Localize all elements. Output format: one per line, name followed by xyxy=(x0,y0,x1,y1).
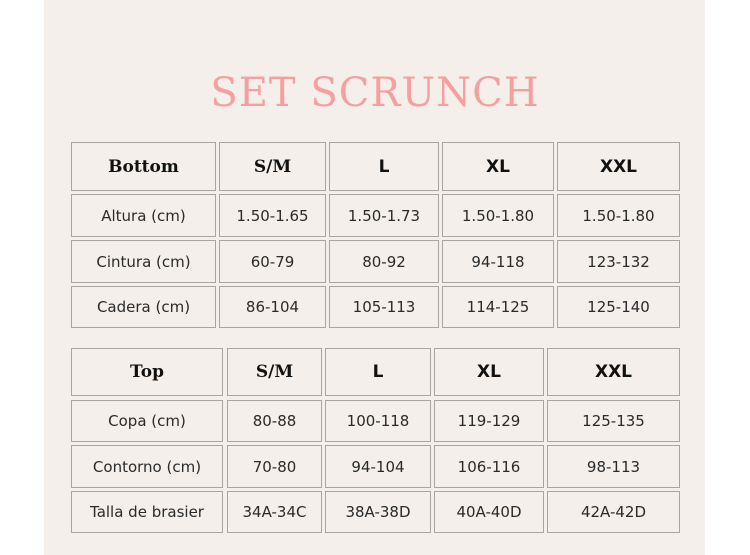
top-row-label: Contorno (cm) xyxy=(71,445,223,488)
bottom-row-value: 60-79 xyxy=(219,240,326,283)
top-row-value: 106-116 xyxy=(434,445,544,488)
bottom-row-value: 94-118 xyxy=(442,240,554,283)
bottom-header-label: Bottom xyxy=(71,142,216,191)
top-row-value: 40A-40D xyxy=(434,491,544,533)
bottom-row-value: 125-140 xyxy=(557,286,680,328)
top-row-label: Copa (cm) xyxy=(71,400,223,442)
bottom-header-size-l: L xyxy=(329,142,439,191)
top-row-value: 80-88 xyxy=(227,400,322,442)
bottom-row-value: 1.50-1.80 xyxy=(557,194,680,237)
top-row-value: 42A-42D xyxy=(547,491,680,533)
bottom-header-size-xl: XL xyxy=(442,142,554,191)
bottom-row-value: 80-92 xyxy=(329,240,439,283)
top-row-value: 125-135 xyxy=(547,400,680,442)
bottom-row-value: 1.50-1.73 xyxy=(329,194,439,237)
top-row-value: 98-113 xyxy=(547,445,680,488)
top-row-value: 70-80 xyxy=(227,445,322,488)
bottom-row-value: 1.50-1.65 xyxy=(219,194,326,237)
top-header-size-sm: S/M xyxy=(227,348,322,396)
bottom-row-value: 114-125 xyxy=(442,286,554,328)
bottom-row-value: 123-132 xyxy=(557,240,680,283)
bottom-header-size-sm: S/M xyxy=(219,142,326,191)
bottom-row-value: 105-113 xyxy=(329,286,439,328)
top-header-size-l: L xyxy=(325,348,431,396)
bottom-row-label: Cadera (cm) xyxy=(71,286,216,328)
bottom-row-label: Altura (cm) xyxy=(71,194,216,237)
top-header-size-xxl: XXL xyxy=(547,348,680,396)
top-row-value: 94-104 xyxy=(325,445,431,488)
top-row-label: Talla de brasier xyxy=(71,491,223,533)
top-header-label: Top xyxy=(71,348,223,396)
top-row-value: 119-129 xyxy=(434,400,544,442)
top-header-size-xl: XL xyxy=(434,348,544,396)
bottom-header-size-xxl: XXL xyxy=(557,142,680,191)
bottom-row-label: Cintura (cm) xyxy=(71,240,216,283)
top-row-value: 100-118 xyxy=(325,400,431,442)
top-row-value: 34A-34C xyxy=(227,491,322,533)
top-row-value: 38A-38D xyxy=(325,491,431,533)
bottom-row-value: 86-104 xyxy=(219,286,326,328)
page-title: SET SCRUNCH xyxy=(210,70,540,116)
bottom-row-value: 1.50-1.80 xyxy=(442,194,554,237)
